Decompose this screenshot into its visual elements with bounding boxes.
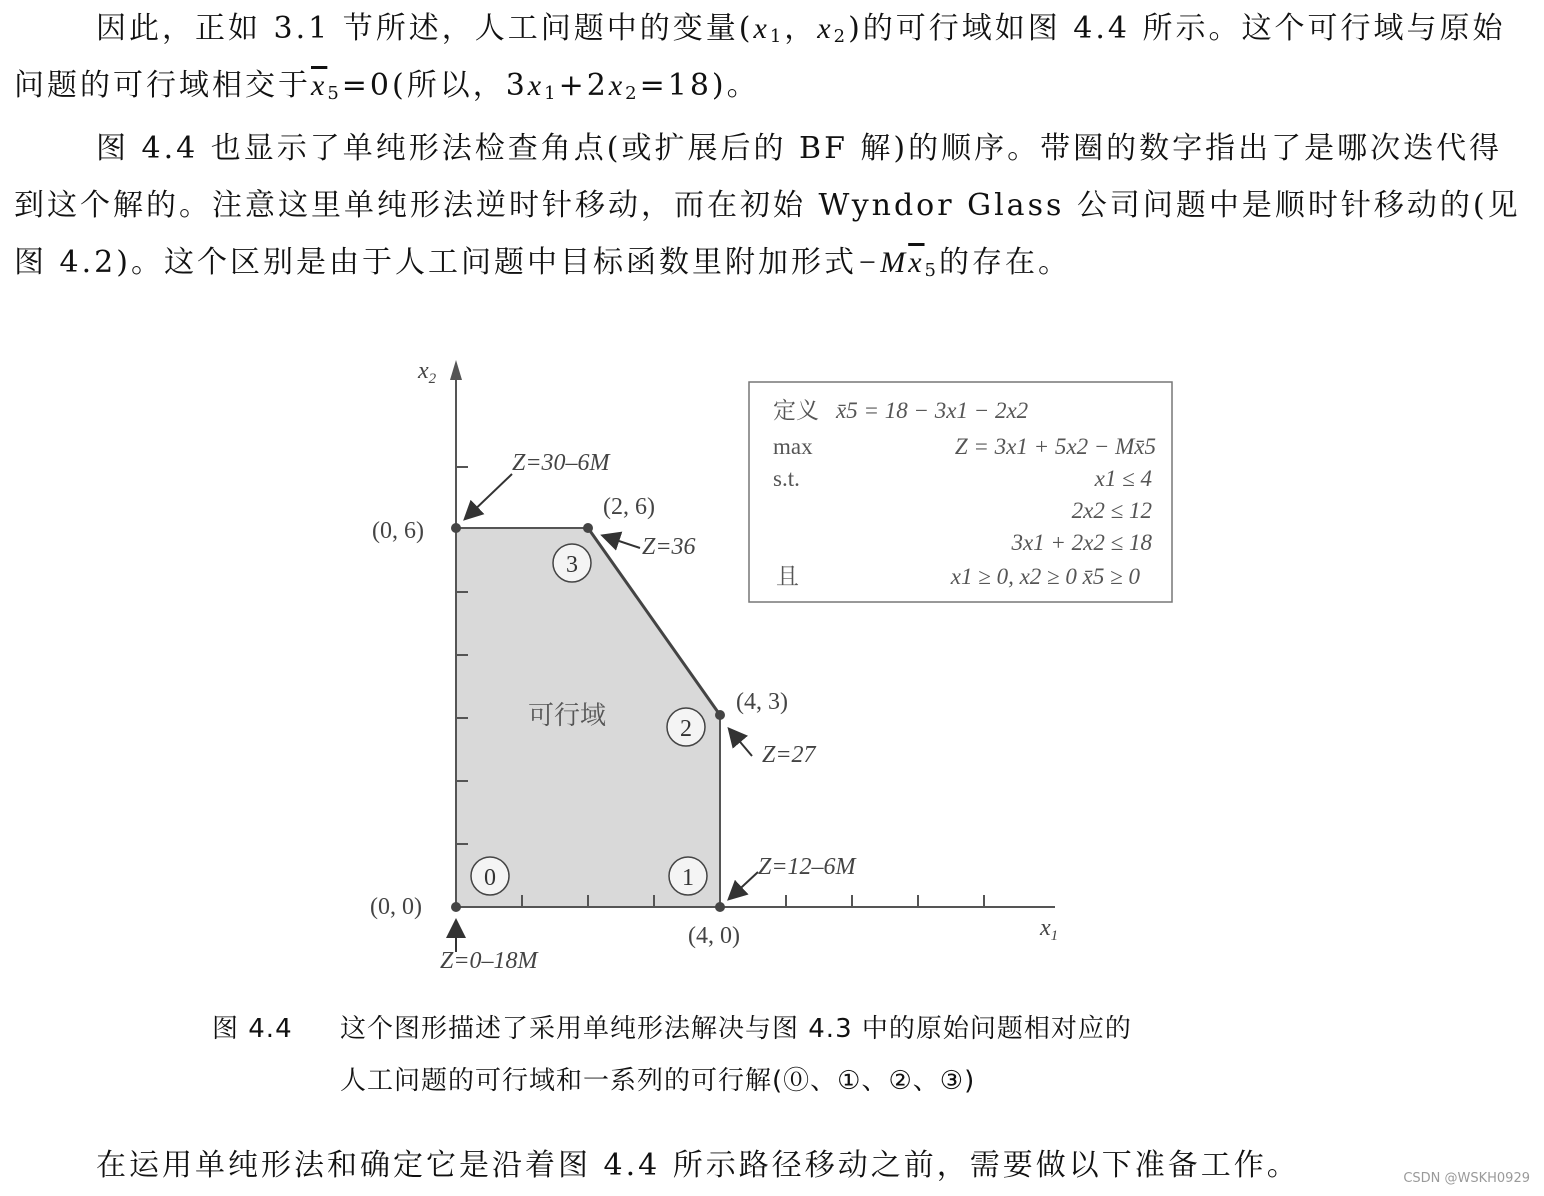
coord-label-0-6: (0, 6): [372, 518, 424, 544]
para1-comma: ，: [784, 11, 818, 46]
para1-var-xbar5-sub: 5: [327, 83, 342, 104]
iteration-marker-1: [669, 857, 707, 895]
para1-text-a: 因此，正如 3.1 节所述，人工问题中的变量(: [96, 11, 754, 46]
z-label-4-0: Z=12–6M: [758, 854, 856, 880]
z-label-2-6: Z=36: [642, 534, 696, 560]
model-line-1-label: 定义: [773, 398, 819, 423]
model-line-6-expr: x1 ≥ 0, x2 ≥ 0 x̄5 ≥ 0: [950, 564, 1140, 589]
para1-text-e: =18)。: [639, 68, 760, 103]
z-label-4-3: Z=27: [762, 742, 816, 768]
para1-var-x2-sub: 2: [833, 26, 849, 47]
para1-var-x1b: x: [527, 69, 545, 102]
caption-label: 图 4.4: [212, 1014, 293, 1044]
model-line-2-label: max: [773, 434, 813, 459]
para1-var-x2b-sub: 2: [625, 83, 640, 104]
para2-var-xbar5: $\overline{x}$: [908, 246, 925, 279]
model-line-1-expr: x̄5 = 18 − 3x1 − 2x2: [836, 398, 1029, 423]
svg-text:2: 2: [680, 716, 692, 742]
para1-text-c: =0(所以，3: [341, 68, 528, 103]
coord-label-0-0: (0, 0): [370, 894, 422, 920]
model-line-3-expr: x1 ≤ 4: [1094, 466, 1152, 491]
svg-text:3: 3: [566, 552, 578, 578]
svg-text:1: 1: [682, 865, 694, 891]
closing-paragraph: 在运用单纯形法和确定它是沿着图 4.4 所示路径移动之前，需要做以下准备工作。: [96, 1148, 1300, 1183]
x2-axis-label: $x_2$: [418, 358, 437, 387]
para1-text-d: +2: [558, 68, 609, 103]
z-label-0-6: Z=30–6M: [512, 450, 610, 476]
caption-line-2: 人工问题的可行域和一系列的可行解(⓪、①、②、③): [340, 1066, 976, 1096]
caption-line-1: 这个图形描述了采用单纯形法解决与图 4.3 中的原始问题相对应的: [340, 1014, 1132, 1044]
para1-var-x2b: x: [608, 69, 626, 102]
model-line-2-expr: Z = 3x1 + 5x2 − Mx̄5: [954, 434, 1156, 459]
watermark: CSDN @WSKH0929: [1403, 1171, 1530, 1186]
para1-var-x1b-sub: 1: [544, 83, 559, 104]
para2-text-b: 的存在。: [938, 245, 1071, 280]
para2-text-a: 图 4.4 也显示了单纯形法检查角点(或扩展后的 BF 解)的顺序。带圈的数字指出了是哪次迭代得到这个解的。注意这里单纯形法逆时针移动，而在初始 Wyndor Glass 公司问题中是顺时针移动的(见图 4.2)。这个区别是由于人工问题中目标函数里附加形式: [14, 131, 1521, 280]
iteration-marker-3: [553, 544, 591, 582]
svg-text:0: 0: [484, 865, 496, 891]
coord-label-2-6: (2, 6): [603, 494, 655, 520]
z-label-0-0: Z=0–18M: [440, 948, 538, 974]
x2-axis-arrow-icon: [450, 360, 462, 380]
feasible-region-label: 可行域: [528, 701, 607, 730]
para1-var-x2: x: [817, 12, 834, 45]
para1-var-x1-sub: 1: [769, 26, 785, 47]
para1-var-x1: x: [753, 12, 770, 45]
para1-text-b: )的可行域如图 4.4 所示。这个可行域与原始问题的可行域相交于: [14, 11, 1506, 103]
para2-var-xbar5-sub: 5: [924, 260, 939, 281]
model-line-6-label: 且: [776, 564, 799, 589]
iteration-marker-0: [471, 857, 509, 895]
model-line-5-expr: 3x1 + 2x2 ≤ 18: [1011, 530, 1152, 555]
para2-minus-m: −M: [856, 246, 909, 279]
iteration-marker-2: [667, 708, 705, 746]
para1-var-xbar5: $\overline{x}$: [311, 69, 328, 102]
x1-axis-label: $x_1$: [1040, 915, 1059, 944]
model-line-4-expr: 2x2 ≤ 12: [1071, 498, 1152, 523]
model-line-3-label: s.t.: [773, 466, 800, 491]
coord-label-4-0: (4, 0): [688, 923, 740, 949]
coord-label-4-3: (4, 3): [736, 689, 788, 715]
